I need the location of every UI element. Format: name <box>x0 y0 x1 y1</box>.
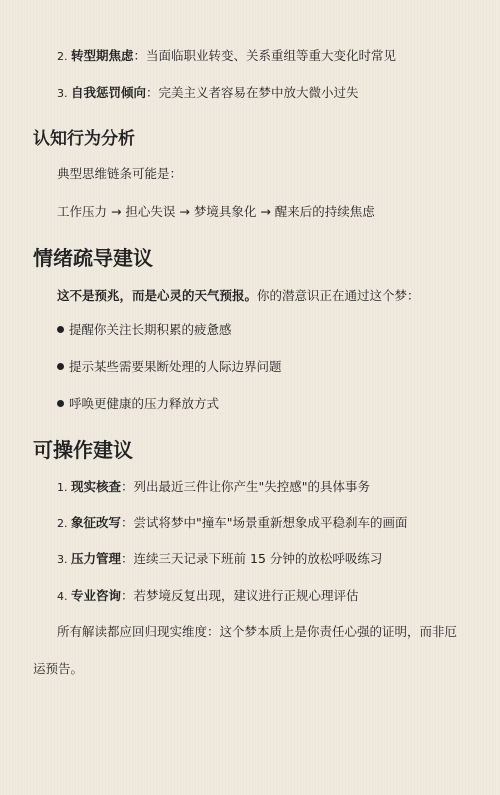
list-number: 3. <box>57 553 68 566</box>
bullet-text: 提示某些需要果断处理的人际边界问题 <box>69 359 282 374</box>
list-number: 4. <box>57 590 68 603</box>
list-item <box>57 47 396 66</box>
list-number: 2. <box>57 50 68 63</box>
bullet-dot-icon <box>57 363 64 370</box>
list-number: 3. <box>57 87 68 100</box>
section-heading-cognitive: 认知行为分析 <box>33 129 135 149</box>
list-term: 转型期焦虑 <box>71 48 134 63</box>
emotion-lead-rest: 你的潜意识正在通过这个梦： <box>257 288 420 303</box>
list-term: 压力管理 <box>71 551 122 566</box>
list-text: ：当面临职业转变、关系重组等重大变化时常见 <box>133 48 397 63</box>
emotion-lead-bold: 这不是预兆，而是心灵的天气预报。 <box>57 288 258 303</box>
bullet-item <box>57 321 232 339</box>
list-term: 专业咨询 <box>71 588 122 603</box>
closing-line-1: 所有解读都应回归现实维度：这个梦本质上是你责任心强的证明，而非厄 <box>57 624 458 639</box>
list-text: ：若梦境反复出现，建议进行正规心理评估 <box>121 588 359 603</box>
list-item <box>57 84 359 103</box>
list-item <box>57 550 382 569</box>
list-text: ：完美主义者容易在梦中放大微小过失 <box>146 85 359 100</box>
cognitive-intro: 典型思维链条可能是： <box>57 166 183 181</box>
list-term: 现实核查 <box>71 479 122 494</box>
list-number: 2. <box>57 517 68 530</box>
list-item <box>57 514 408 533</box>
list-term: 象征改写 <box>71 515 122 530</box>
list-text: ：连续三天记录下班前 15 分钟的放松呼吸练习 <box>121 551 383 566</box>
list-item <box>57 478 370 497</box>
thought-chain: 工作压力 → 担心失误 → 梦境具象化 → 醒来后的持续焦虑 <box>57 204 375 219</box>
section-heading-emotion: 情绪疏导建议 <box>33 246 153 270</box>
closing-line-2: 运预告。 <box>33 661 84 676</box>
bullet-text: 提醒你关注长期积累的疲惫感 <box>69 322 232 337</box>
section-heading-actions: 可操作建议 <box>33 438 133 462</box>
list-term: 自我惩罚倾向 <box>71 85 147 100</box>
bullet-item <box>57 395 219 413</box>
bullet-item <box>57 358 282 376</box>
bullet-dot-icon <box>57 326 64 333</box>
list-text: ：列出最近三件让你产生"失控感"的具体事务 <box>121 479 371 494</box>
list-text: ：尝试将梦中"撞车"场景重新想象成平稳刹车的画面 <box>121 515 408 530</box>
bullet-dot-icon <box>57 400 64 407</box>
emotion-lead <box>57 287 420 305</box>
bullet-text: 呼唤更健康的压力释放方式 <box>69 396 220 411</box>
list-item <box>57 587 359 606</box>
list-number: 1. <box>57 481 68 494</box>
